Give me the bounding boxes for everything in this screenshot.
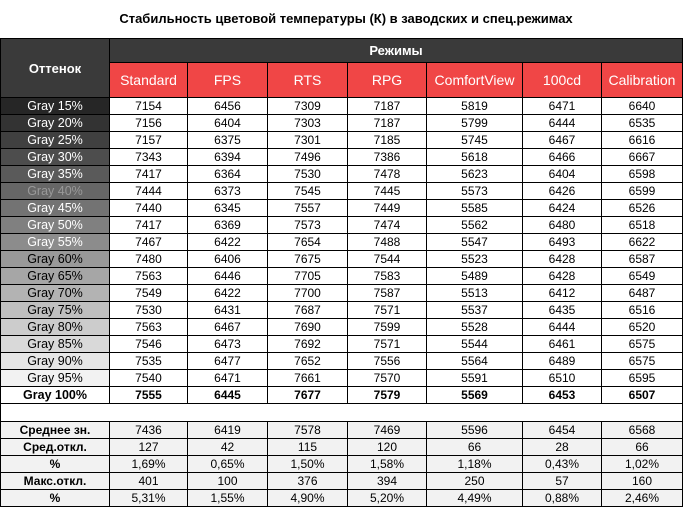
temperature-cell: 7654 xyxy=(268,234,348,251)
stat-row xyxy=(1,473,683,490)
temperature-cell: 6404 xyxy=(188,115,268,132)
temperature-cell: 7587 xyxy=(348,285,427,302)
temperature-cell: 7467 xyxy=(110,234,188,251)
temperature-cell: 7661 xyxy=(268,370,348,387)
temperature-cell: 7474 xyxy=(348,217,427,234)
temperature-cell: 7478 xyxy=(348,166,427,183)
temperature-cell: 5513 xyxy=(427,285,523,302)
stat-cell: 1,02% xyxy=(602,456,683,473)
stat-row xyxy=(1,456,683,473)
temperature-cell: 7488 xyxy=(348,234,427,251)
gray-row xyxy=(1,302,683,319)
stat-cell: 394 xyxy=(348,473,427,490)
temperature-cell: 7563 xyxy=(110,268,188,285)
gray-row xyxy=(1,387,683,404)
stat-label: % xyxy=(1,456,110,473)
mode-header-standard: Standard xyxy=(110,63,188,98)
header-row-top xyxy=(1,39,683,63)
shade-label: Gray 90% xyxy=(1,353,110,370)
temperature-cell: 6493 xyxy=(523,234,602,251)
stat-cell: 6568 xyxy=(602,422,683,439)
temperature-cell: 7652 xyxy=(268,353,348,370)
temperature-cell: 6453 xyxy=(523,387,602,404)
temperature-cell: 5799 xyxy=(427,115,523,132)
stat-cell: 376 xyxy=(268,473,348,490)
temperature-cell: 6364 xyxy=(188,166,268,183)
stat-cell: 250 xyxy=(427,473,523,490)
stat-cell: 42 xyxy=(188,439,268,456)
temperature-cell: 7301 xyxy=(268,132,348,149)
temperature-cell: 6431 xyxy=(188,302,268,319)
table-title: Стабильность цветовой температуры (К) в заводских и спец.режимах xyxy=(119,11,573,26)
temperature-cell: 7563 xyxy=(110,319,188,336)
stat-cell: 160 xyxy=(602,473,683,490)
gray-row xyxy=(1,285,683,302)
temperature-cell: 7530 xyxy=(110,302,188,319)
temperature-cell: 6422 xyxy=(188,285,268,302)
shade-label: Gray 80% xyxy=(1,319,110,336)
shade-label: Gray 85% xyxy=(1,336,110,353)
temperature-cell: 5591 xyxy=(427,370,523,387)
temperature-cell: 6404 xyxy=(523,166,602,183)
temperature-cell: 7343 xyxy=(110,149,188,166)
temperature-cell: 6526 xyxy=(602,200,683,217)
temperature-cell: 5523 xyxy=(427,251,523,268)
stat-row xyxy=(1,490,683,507)
temperature-cell: 6466 xyxy=(523,149,602,166)
spacer-row xyxy=(1,404,683,422)
temperature-cell: 7540 xyxy=(110,370,188,387)
temperature-cell: 7417 xyxy=(110,217,188,234)
stat-cell: 28 xyxy=(523,439,602,456)
temperature-cell: 6535 xyxy=(602,115,683,132)
temperature-cell: 7677 xyxy=(268,387,348,404)
stat-row xyxy=(1,439,683,456)
temperature-cell: 5745 xyxy=(427,132,523,149)
temperature-cell: 6375 xyxy=(188,132,268,149)
temperature-cell: 6444 xyxy=(523,115,602,132)
temperature-cell: 7545 xyxy=(268,183,348,200)
temperature-cell: 5562 xyxy=(427,217,523,234)
temperature-cell: 6471 xyxy=(523,98,602,115)
temperature-cell: 6640 xyxy=(602,98,683,115)
stat-cell: 4,90% xyxy=(268,490,348,507)
temperature-cell: 7303 xyxy=(268,115,348,132)
temperature-cell: 6487 xyxy=(602,285,683,302)
temperature-cell: 6549 xyxy=(602,268,683,285)
temperature-cell: 7444 xyxy=(110,183,188,200)
gray-row xyxy=(1,166,683,183)
temperature-cell: 7675 xyxy=(268,251,348,268)
mode-header-100cd: 100cd xyxy=(523,63,602,98)
temperature-cell: 6510 xyxy=(523,370,602,387)
temperature-cell: 6489 xyxy=(523,353,602,370)
gray-row xyxy=(1,251,683,268)
temperature-cell: 6412 xyxy=(523,285,602,302)
temperature-cell: 7496 xyxy=(268,149,348,166)
stat-label: % xyxy=(1,490,110,507)
temperature-cell: 5537 xyxy=(427,302,523,319)
temperature-cell: 7583 xyxy=(348,268,427,285)
temperature-cell: 6444 xyxy=(523,319,602,336)
temperature-cell: 7309 xyxy=(268,98,348,115)
temperature-cell: 6616 xyxy=(602,132,683,149)
temperature-cell: 5569 xyxy=(427,387,523,404)
temperature-cell: 6461 xyxy=(523,336,602,353)
temperature-cell: 6422 xyxy=(188,234,268,251)
temperature-cell: 7687 xyxy=(268,302,348,319)
stat-cell: 0,65% xyxy=(188,456,268,473)
mode-header-fps: FPS xyxy=(188,63,268,98)
spacer-cell xyxy=(1,404,683,422)
temperature-cell: 6428 xyxy=(523,251,602,268)
temperature-cell: 7692 xyxy=(268,336,348,353)
temperature-cell: 7187 xyxy=(348,115,427,132)
temperature-cell: 7556 xyxy=(348,353,427,370)
temperature-cell: 6518 xyxy=(602,217,683,234)
temperature-cell: 6345 xyxy=(188,200,268,217)
temperature-cell: 6520 xyxy=(602,319,683,336)
temperature-cell: 7555 xyxy=(110,387,188,404)
temperature-cell: 6595 xyxy=(602,370,683,387)
temperature-cell: 6426 xyxy=(523,183,602,200)
shade-label: Gray 35% xyxy=(1,166,110,183)
temperature-cell: 7573 xyxy=(268,217,348,234)
shade-label: Gray 15% xyxy=(1,98,110,115)
shade-label: Gray 95% xyxy=(1,370,110,387)
temperature-cell: 5544 xyxy=(427,336,523,353)
temperature-cell: 6369 xyxy=(188,217,268,234)
temperature-cell: 7700 xyxy=(268,285,348,302)
temperature-cell: 7549 xyxy=(110,285,188,302)
temperature-cell: 7187 xyxy=(348,98,427,115)
temperature-cell: 7386 xyxy=(348,149,427,166)
stat-cell: 1,69% xyxy=(110,456,188,473)
shade-label: Gray 55% xyxy=(1,234,110,251)
gray-row xyxy=(1,149,683,166)
gray-row xyxy=(1,353,683,370)
stat-cell: 1,58% xyxy=(348,456,427,473)
temperature-cell: 7480 xyxy=(110,251,188,268)
temperature-cell: 6373 xyxy=(188,183,268,200)
stat-cell: 120 xyxy=(348,439,427,456)
temperature-cell: 5547 xyxy=(427,234,523,251)
gray-row xyxy=(1,234,683,251)
temperature-cell: 6424 xyxy=(523,200,602,217)
temperature-cell: 7156 xyxy=(110,115,188,132)
gray-row xyxy=(1,132,683,149)
stat-cell: 6454 xyxy=(523,422,602,439)
shade-label: Gray 60% xyxy=(1,251,110,268)
temperature-cell: 7157 xyxy=(110,132,188,149)
temperature-cell: 6622 xyxy=(602,234,683,251)
gray-row xyxy=(1,115,683,132)
temperature-cell: 6467 xyxy=(523,132,602,149)
stat-cell: 7578 xyxy=(268,422,348,439)
temperature-cell: 7440 xyxy=(110,200,188,217)
stat-cell: 2,46% xyxy=(602,490,683,507)
shade-header: Оттенок xyxy=(1,39,110,98)
shade-label: Gray 50% xyxy=(1,217,110,234)
stat-cell: 4,49% xyxy=(427,490,523,507)
temperature-cell: 7571 xyxy=(348,336,427,353)
modes-header: Режимы xyxy=(110,39,683,63)
temperature-cell: 6587 xyxy=(602,251,683,268)
temperature-cell: 6471 xyxy=(188,370,268,387)
temperature-cell: 5528 xyxy=(427,319,523,336)
shade-label: Gray 40% xyxy=(1,183,110,200)
shade-label: Gray 65% xyxy=(1,268,110,285)
temperature-cell: 6667 xyxy=(602,149,683,166)
shade-label: Gray 70% xyxy=(1,285,110,302)
temperature-cell: 6507 xyxy=(602,387,683,404)
temperature-cell: 6598 xyxy=(602,166,683,183)
shade-label: Gray 45% xyxy=(1,200,110,217)
stat-label: Макс.откл. xyxy=(1,473,110,490)
stat-row xyxy=(1,422,683,439)
gray-row xyxy=(1,319,683,336)
temperature-cell: 7690 xyxy=(268,319,348,336)
temperature-cell: 6428 xyxy=(523,268,602,285)
temperature-cell: 6599 xyxy=(602,183,683,200)
temperature-cell: 7544 xyxy=(348,251,427,268)
temperature-cell: 6445 xyxy=(188,387,268,404)
stat-cell: 5,20% xyxy=(348,490,427,507)
temperature-cell: 7571 xyxy=(348,302,427,319)
temperature-cell: 5585 xyxy=(427,200,523,217)
shade-label: Gray 25% xyxy=(1,132,110,149)
stat-cell: 5,31% xyxy=(110,490,188,507)
temperature-cell: 7579 xyxy=(348,387,427,404)
temperature-cell: 5618 xyxy=(427,149,523,166)
stat-cell: 1,18% xyxy=(427,456,523,473)
temperature-cell: 6435 xyxy=(523,302,602,319)
temperature-cell: 6575 xyxy=(602,336,683,353)
temperature-cell: 5564 xyxy=(427,353,523,370)
temperature-cell: 5819 xyxy=(427,98,523,115)
stat-cell: 100 xyxy=(188,473,268,490)
stat-cell: 1,55% xyxy=(188,490,268,507)
mode-header-rts: RTS xyxy=(268,63,348,98)
shade-label: Gray 75% xyxy=(1,302,110,319)
temperature-cell: 6406 xyxy=(188,251,268,268)
gray-row xyxy=(1,336,683,353)
stat-cell: 115 xyxy=(268,439,348,456)
stat-cell: 7436 xyxy=(110,422,188,439)
stat-cell: 7469 xyxy=(348,422,427,439)
shade-label: Gray 20% xyxy=(1,115,110,132)
mode-header-rpg: RPG xyxy=(348,63,427,98)
stat-label: Сред.откл. xyxy=(1,439,110,456)
temperature-cell: 6456 xyxy=(188,98,268,115)
temperature-cell: 5623 xyxy=(427,166,523,183)
temperature-cell: 7570 xyxy=(348,370,427,387)
temperature-cell: 7417 xyxy=(110,166,188,183)
temperature-cell: 6394 xyxy=(188,149,268,166)
temperature-cell: 7705 xyxy=(268,268,348,285)
gray-row xyxy=(1,268,683,285)
stat-label: Среднее зн. xyxy=(1,422,110,439)
mode-header-calibration: Calibration xyxy=(602,63,683,98)
shade-label: Gray 30% xyxy=(1,149,110,166)
gray-row xyxy=(1,370,683,387)
color-temperature-table xyxy=(0,38,683,507)
gray-row xyxy=(1,183,683,200)
stat-cell: 1,50% xyxy=(268,456,348,473)
gray-row xyxy=(1,200,683,217)
mode-header-comfortview: ComfortView xyxy=(427,63,523,98)
stat-cell: 6419 xyxy=(188,422,268,439)
stat-cell: 401 xyxy=(110,473,188,490)
temperature-cell: 6575 xyxy=(602,353,683,370)
temperature-cell: 6516 xyxy=(602,302,683,319)
temperature-cell: 7546 xyxy=(110,336,188,353)
temperature-cell: 7449 xyxy=(348,200,427,217)
temperature-cell: 6446 xyxy=(188,268,268,285)
temperature-cell: 6480 xyxy=(523,217,602,234)
temperature-cell: 6477 xyxy=(188,353,268,370)
shade-label: Gray 100% xyxy=(1,387,110,404)
stat-cell: 5596 xyxy=(427,422,523,439)
temperature-cell: 6473 xyxy=(188,336,268,353)
stat-cell: 66 xyxy=(602,439,683,456)
gray-row xyxy=(1,217,683,234)
temperature-cell: 7530 xyxy=(268,166,348,183)
temperature-cell: 7535 xyxy=(110,353,188,370)
temperature-cell: 7599 xyxy=(348,319,427,336)
temperature-cell: 5573 xyxy=(427,183,523,200)
temperature-cell: 7445 xyxy=(348,183,427,200)
stat-cell: 57 xyxy=(523,473,602,490)
temperature-cell: 5489 xyxy=(427,268,523,285)
temperature-cell: 7154 xyxy=(110,98,188,115)
temperature-cell: 6467 xyxy=(188,319,268,336)
temperature-cell: 7185 xyxy=(348,132,427,149)
stat-cell: 0,88% xyxy=(523,490,602,507)
stat-cell: 127 xyxy=(110,439,188,456)
stat-cell: 66 xyxy=(427,439,523,456)
stat-cell: 0,43% xyxy=(523,456,602,473)
temperature-cell: 7557 xyxy=(268,200,348,217)
gray-row xyxy=(1,98,683,115)
